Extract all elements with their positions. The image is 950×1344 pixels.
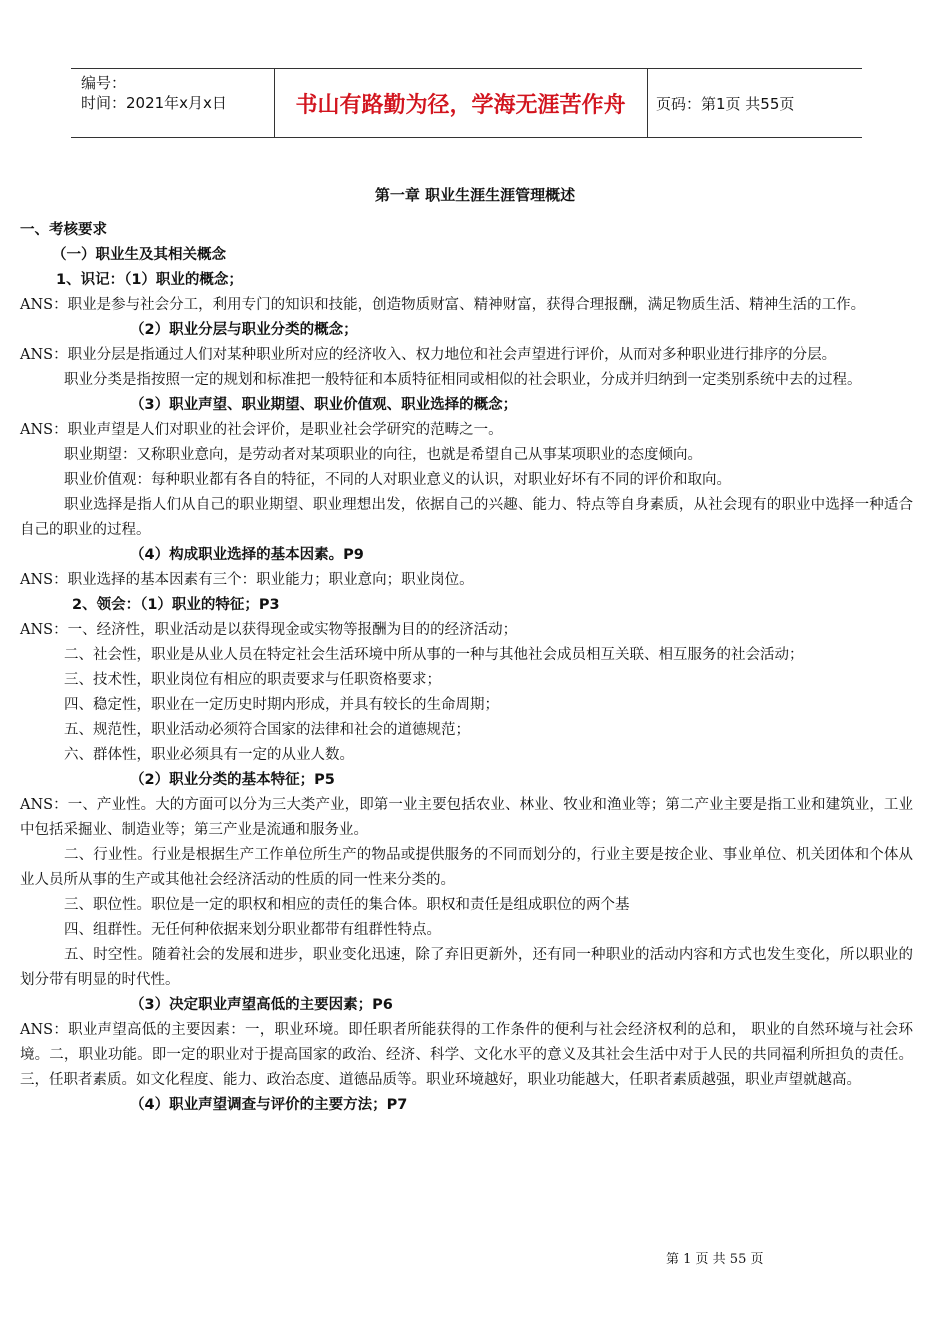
header-divider xyxy=(647,69,648,137)
subsection-heading: （一）职业生及其相关概念 xyxy=(52,247,226,263)
header-date: 时间：2021年x月x日 xyxy=(81,94,227,112)
paragraph: 二、社会性，职业是从业人员在特定社会生活环境中所从事的一种与其他社会成员相互关联、相互服务的社会活动； xyxy=(64,647,804,663)
chapter-title: 第一章 职业生涯生涯管理概述 xyxy=(374,186,576,204)
paragraph: 四、稳定性，职业在一定历史时期内形成，并具有较长的生命周期； xyxy=(64,697,499,713)
answer-paragraph: ANS：职业分层是指通过人们对某种职业所对应的经济收入、权力地位和社会声望进行评价，从而对多种职业进行排序的分层。 xyxy=(20,347,837,363)
document-body xyxy=(20,218,913,1118)
paragraph: 五、规范性，职业活动必须符合国家的法律和社会的道德规范； xyxy=(64,722,470,738)
item-heading: （4）职业声望调查与评价的主要方法；P7 xyxy=(130,1097,408,1113)
answer-paragraph: ANS：职业选择的基本因素有三个：职业能力；职业意向；职业岗位。 xyxy=(20,572,474,588)
answer-paragraph: ANS：一、经济性，职业活动是以获得现金或实物等报酬为目的的经济活动； xyxy=(20,622,518,638)
answer-paragraph: ANS：职业是参与社会分工，利用专门的知识和技能，创造物质财富、精神财富，获得合理报酬，满足物质生活、精神生活的工作。 xyxy=(20,297,866,313)
paragraph: 职业选择是指人们从自己的职业期望、职业理想出发，依据自己的兴趣、能力、特点等自身素质，从社会现有的职业中选择一种适合自己的职业的过程。 xyxy=(20,497,913,538)
item-heading: （2）职业分层与职业分类的概念； xyxy=(130,322,358,338)
item-heading: 1、识记：（1）职业的概念； xyxy=(56,272,243,288)
paragraph: 二、行业性。行业是根据生产工作单位所生产的物品或提供服务的不同而划分的，行业主要是按企业、事业单位、机关团体和个体从业人员所从事的生产或其他社会经济活动的性质的同一性来分类的。 xyxy=(20,847,913,888)
paragraph: 职业分类是指按照一定的规划和标准把一般特征和本质特征相同或相似的社会职业，分成并归纳到一定类别系统中去的过程。 xyxy=(64,372,862,388)
paragraph: 职业价值观：每种职业都有各自的特征，不同的人对职业意义的认识，对职业好坏有不同的评价和取向。 xyxy=(64,472,731,488)
item-heading: 2、领会：（1）职业的特征；P3 xyxy=(72,597,280,613)
header-page-number: 页码：第1页 共55页 xyxy=(656,94,795,113)
paragraph: 三、职位性。职位是一定的职权和相应的责任的集合体。职权和责任是组成职位的两个基 xyxy=(64,897,630,913)
item-heading: （2）职业分类的基本特征；P5 xyxy=(130,772,335,788)
header-number: 编号： xyxy=(81,74,127,92)
paragraph: 三、技术性，职业岗位有相应的职责要求与任职资格要求； xyxy=(64,672,441,688)
answer-paragraph: ANS：职业声望高低的主要因素：一，职业环境。即任职者所能获得的工作条件的便利与社会经济权利的总和， 职业的自然环境与社会环境。二，职业功能。即一定的职业对于提高国家的政治、经济、科学、文化水平的意义及其社会生活中对于人民的共同福利所担负的责任。三，任职者素质。如文化程度、能力、政治态度、道德品质等。职业环境越好，职业功能越大，任职者素质越强，职业声望就越高。 xyxy=(20,1022,913,1088)
header-meta xyxy=(81,73,271,113)
document-header xyxy=(71,68,862,138)
answer-paragraph: ANS：职业声望是人们对职业的社会评价，是职业社会学研究的范畴之一。 xyxy=(20,422,503,438)
footer-page-number: 第 1 页 共 55 页 xyxy=(666,1252,764,1267)
item-heading: （3）决定职业声望高低的主要因素；P6 xyxy=(130,997,393,1013)
answer-paragraph: ANS：一、产业性。大的方面可以分为三大类产业，即第一业主要包括农业、林业、牧业和渔业等；第二产业主要是指工业和建筑业，工业中包括采掘业、制造业等；第三产业是流通和服务业。 xyxy=(20,797,913,838)
paragraph: 职业期望：又称职业意向，是劳动者对某项职业的向往，也就是希望自己从事某项职业的态度倾向。 xyxy=(64,447,702,463)
item-heading: （3）职业声望、职业期望、职业价值观、职业选择的概念； xyxy=(130,397,518,413)
header-motto: 书山有路勤为径，学海无涯苦作舟 xyxy=(295,92,626,118)
paragraph: 五、时空性。随着社会的发展和进步，职业变化迅速，除了弃旧更新外，还有同一种职业的活动内容和方式也发生变化，所以职业的划分带有明显的时代性。 xyxy=(20,947,913,988)
item-heading: （4）构成职业选择的基本因素。P9 xyxy=(130,547,364,563)
paragraph: 六、群体性，职业必须具有一定的从业人数。 xyxy=(64,747,354,763)
section-heading: 一、考核要求 xyxy=(20,222,107,238)
paragraph: 四、组群性。无任何种依据来划分职业都带有组群性特点。 xyxy=(64,922,441,938)
